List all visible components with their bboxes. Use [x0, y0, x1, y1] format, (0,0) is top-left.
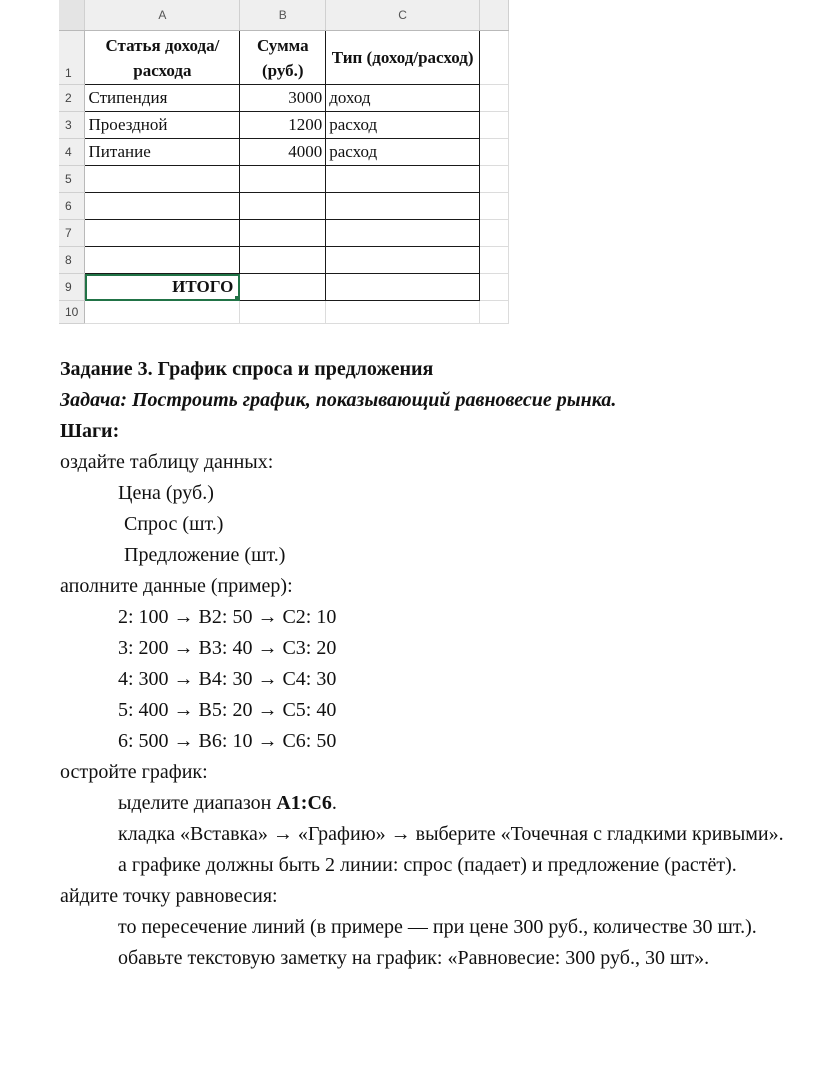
fill-handle[interactable]: [235, 296, 240, 301]
table-row: [59, 166, 509, 193]
list-item: 4: 300 → B4: 30 → C4: 30: [118, 668, 337, 690]
list-item: [60, 788, 816, 819]
task-title: Задание 3. График спроса и предложения: [60, 358, 434, 380]
empty-cell[interactable]: [326, 193, 480, 220]
list-item: обавьте текстовую заметку на график: «Равновесие: 300 руб., 30 шт».: [118, 947, 710, 969]
empty-cell[interactable]: [326, 247, 480, 274]
empty-cell: [480, 139, 509, 166]
list-item: 3: 200 → B3: 40 → C3: 20: [118, 637, 337, 659]
list-item: а графике должны быть 2 линии: спрос (падает) и предложение (растёт).: [118, 854, 737, 876]
column-header-d: [480, 0, 509, 31]
row-header[interactable]: 6: [59, 193, 85, 220]
select-all-corner[interactable]: [59, 0, 85, 31]
list-item: Предложение (шт.): [124, 544, 286, 566]
empty-cell: [480, 274, 509, 301]
budget-table: [59, 0, 509, 324]
step-fill-data: аполните данные (пример):: [60, 575, 293, 597]
empty-cell: [480, 220, 509, 247]
empty-cell[interactable]: [240, 301, 326, 324]
empty-cell[interactable]: [85, 301, 240, 324]
empty-cell[interactable]: [240, 166, 326, 193]
row-header[interactable]: 3: [59, 112, 85, 139]
empty-cell[interactable]: [240, 247, 326, 274]
header-cell-type[interactable]: Тип (доход/расход): [326, 31, 480, 85]
task-goal: Задача: Построить график, показывающий равновесие рынка.: [60, 389, 617, 411]
header-cell-amount[interactable]: Сумма (руб.): [240, 31, 326, 85]
list-item: 6: 500 → B6: 10 → C6: 50: [118, 730, 337, 752]
range-text-suffix: .: [331, 792, 337, 814]
total-label: ИТОГО: [172, 277, 234, 296]
empty-cell: [480, 193, 509, 220]
empty-cell[interactable]: [326, 166, 480, 193]
list-item: Цена (руб.): [118, 482, 214, 504]
empty-cell[interactable]: [85, 193, 240, 220]
step-build-chart: остройте график:: [60, 761, 208, 783]
step-find-equilibrium: айдите точку равновесия:: [60, 885, 278, 907]
table-row: [59, 193, 509, 220]
table-row: [59, 274, 509, 301]
cell-type[interactable]: доход: [326, 85, 480, 112]
row-header[interactable]: 10: [59, 301, 85, 324]
column-header-a[interactable]: A: [85, 0, 240, 31]
column-header-row: [59, 0, 509, 31]
step-create-table: оздайте таблицу данных:: [60, 451, 274, 473]
range-text-prefix: ыделите диапазон: [118, 792, 277, 814]
cell-item[interactable]: Питание: [85, 139, 240, 166]
range-value: A1:C6: [276, 792, 332, 814]
table-row: [59, 31, 509, 85]
row-header[interactable]: 2: [59, 85, 85, 112]
task-document: [60, 354, 816, 974]
total-amount-cell[interactable]: [240, 274, 326, 301]
list-item: 5: 400 → B5: 20 → C5: 40: [118, 699, 337, 721]
row-header[interactable]: 1: [59, 31, 85, 85]
row-header[interactable]: 5: [59, 166, 85, 193]
empty-cell: [480, 85, 509, 112]
empty-cell[interactable]: [240, 220, 326, 247]
steps-heading: Шаги:: [60, 420, 120, 442]
column-header-b[interactable]: B: [240, 0, 326, 31]
list-item: Спрос (шт.): [124, 513, 224, 535]
spreadsheet-screenshot: [59, 0, 509, 322]
table-row: [59, 220, 509, 247]
empty-cell: [480, 112, 509, 139]
cell-type[interactable]: расход: [326, 112, 480, 139]
total-cell[interactable]: [85, 274, 240, 301]
row-header[interactable]: 8: [59, 247, 85, 274]
cell-amount[interactable]: 1200: [240, 112, 326, 139]
cell-item[interactable]: Проездной: [85, 112, 240, 139]
row-header[interactable]: 7: [59, 220, 85, 247]
row-header[interactable]: 9: [59, 274, 85, 301]
table-row: [59, 112, 509, 139]
row-header[interactable]: 4: [59, 139, 85, 166]
empty-cell[interactable]: [85, 220, 240, 247]
table-row: [59, 301, 509, 324]
list-item: кладка «Вставка» → «Графию» → выберите «Точечная с гладкими кривыми».: [118, 823, 784, 845]
empty-cell[interactable]: [326, 301, 480, 324]
column-header-c[interactable]: C: [326, 0, 480, 31]
empty-cell[interactable]: [326, 220, 480, 247]
cell-item[interactable]: Стипендия: [85, 85, 240, 112]
empty-cell: [480, 247, 509, 274]
empty-cell: [480, 31, 509, 85]
cell-type[interactable]: расход: [326, 139, 480, 166]
cell-amount[interactable]: 3000: [240, 85, 326, 112]
table-row: [59, 139, 509, 166]
cell-amount[interactable]: 4000: [240, 139, 326, 166]
empty-cell[interactable]: [85, 166, 240, 193]
list-item: 2: 100 → B2: 50 → C2: 10: [118, 606, 337, 628]
empty-cell[interactable]: [240, 193, 326, 220]
list-item: то пересечение линий (в примере — при цене 300 руб., количестве 30 шт.).: [118, 916, 757, 938]
empty-cell: [480, 166, 509, 193]
empty-cell[interactable]: [326, 274, 480, 301]
table-row: [59, 85, 509, 112]
header-cell-item[interactable]: Статья дохода/расхода: [85, 31, 240, 85]
empty-cell: [480, 301, 509, 324]
table-row: [59, 247, 509, 274]
empty-cell[interactable]: [85, 247, 240, 274]
